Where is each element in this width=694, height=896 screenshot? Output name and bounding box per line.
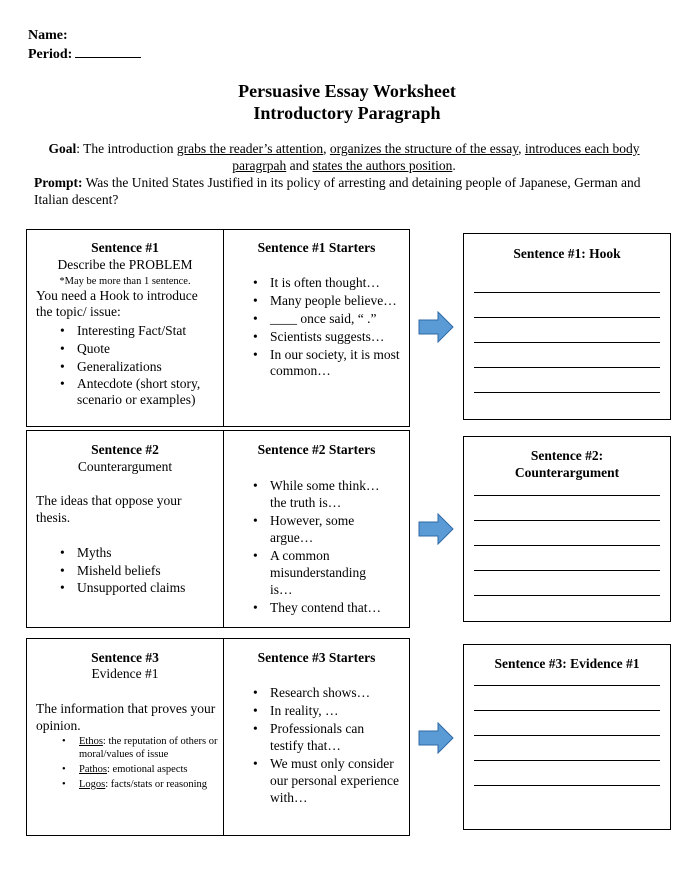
period-label: Period: [28, 47, 73, 62]
goal-part: : The introduction [76, 141, 177, 156]
list-item: • A common misunderstanding is… [250, 547, 390, 598]
sentence-1-description [27, 230, 224, 426]
list-item: • In reality, … [250, 702, 400, 719]
answer-line[interactable] [474, 760, 660, 761]
name-label: Name: [28, 28, 68, 43]
answer-line[interactable] [474, 292, 660, 293]
list-item [59, 763, 219, 776]
goal-part: , [518, 141, 525, 156]
period-field[interactable] [28, 45, 141, 63]
ethos-text: : the reputation of others or moral/values of issue [79, 736, 218, 760]
answer-line[interactable] [474, 545, 660, 546]
goal-text [34, 140, 654, 174]
sentence-3-starters-title: Sentence #3 Starters [257, 650, 376, 665]
sentence-1-starters-title: Sentence #1 Starters [257, 240, 376, 255]
list-item: • Quote [57, 340, 219, 358]
list-item: • Antecdote (short story, scenario or examples) [57, 376, 219, 408]
list-item: • Scientists suggests… [250, 329, 400, 345]
arrow-right-icon [418, 311, 454, 343]
answer-line[interactable] [474, 317, 660, 318]
sentence-3-starters [224, 639, 409, 835]
page-subtitle: Introductory Paragraph [253, 103, 441, 123]
goal-underlined: organizes the structure of the essay [329, 141, 519, 156]
sentence-2-bullets [57, 544, 219, 597]
answer-line[interactable] [474, 595, 660, 596]
sentence-2-box [26, 430, 410, 628]
ethos-label: Ethos [79, 736, 103, 747]
sentence-3-subtitle: Evidence #1 [91, 666, 159, 681]
list-item: • While some think… the truth is… [250, 477, 390, 511]
goal-label: Goal [48, 141, 77, 156]
list-item: • Many people believe… [250, 293, 400, 309]
sentence-1-starters [224, 230, 409, 426]
sentence-3-description [27, 639, 224, 835]
goal-part: . [452, 158, 456, 173]
sentence-2-title: Sentence #2 [91, 442, 159, 457]
goal-part: and [286, 158, 313, 173]
sentence-2-starters-title: Sentence #2 Starters [257, 442, 376, 457]
sentence-1-box [26, 229, 410, 427]
sentence-1-note: *May be more than 1 sentence. [59, 276, 191, 287]
sentence-2-starters [224, 431, 409, 627]
sentence-2-answer-box [463, 436, 671, 622]
sentence-3-answer-box [463, 644, 671, 830]
list-item: • ____ once said, “ .” [250, 311, 400, 327]
pathos-label: Pathos [79, 764, 108, 775]
arrow-right-icon [418, 722, 454, 754]
list-item: • Generalizations [57, 358, 219, 376]
prompt-text [34, 174, 654, 208]
list-item: • Interesting Fact/Stat [57, 322, 219, 340]
goal-part: , [323, 141, 330, 156]
pathos-text: : emotional aspects [107, 764, 188, 775]
page-title: Persuasive Essay Worksheet [238, 81, 456, 101]
sentence-1-bullets [57, 322, 219, 408]
answer-line[interactable] [474, 710, 660, 711]
sentence-3-answer-title: Sentence #3: Evidence #1 [494, 656, 640, 671]
answer-line[interactable] [474, 342, 660, 343]
sentence-2-description [27, 431, 224, 627]
list-item: • We must only consider our personal experience with… [250, 755, 400, 806]
answer-line[interactable] [474, 367, 660, 368]
logos-text: : facts/stats or reasoning [105, 779, 208, 790]
answer-line[interactable] [474, 520, 660, 521]
sentence-2-subtitle: Counterargument [77, 459, 173, 474]
sentence-3-starters-list [250, 684, 400, 806]
list-item: • It is often thought… [250, 275, 400, 291]
sentence-2-starters-list [250, 477, 390, 616]
goal-underlined: introduces each body paragrpah [232, 141, 640, 173]
sentence-1-text: You need a Hook to introduce the topic/ issue: [36, 288, 198, 319]
list-item: • In our society, it is most common… [250, 347, 400, 379]
sentence-3-title: Sentence #3 [91, 650, 159, 665]
sentence-3-bullets [59, 735, 219, 791]
list-item: • Myths [57, 544, 219, 562]
list-item: • They contend that… [250, 599, 390, 616]
goal-underlined: grabs the reader’s attention [176, 141, 324, 156]
sentence-2-answer-title: Sentence #2: Counterargument [514, 448, 620, 480]
answer-line[interactable] [474, 570, 660, 571]
list-item: • Unsupported claims [57, 579, 219, 597]
sentence-1-subtitle: Describe the PROBLEM [57, 257, 193, 272]
list-item: • However, some argue… [250, 512, 390, 546]
answer-line[interactable] [474, 685, 660, 686]
sentence-3-text: The information that proves your opinion. [36, 701, 216, 733]
sentence-1-starters-list [250, 275, 400, 379]
sentence-1-title: Sentence #1 [91, 240, 159, 255]
prompt-question: Was the United States Justified in its policy of arresting and detaining people of Japanese, German and Italian descent? [34, 175, 641, 207]
sentence-1-answer-title: Sentence #1: Hook [513, 246, 621, 261]
list-item: • Research shows… [250, 684, 400, 701]
list-item: • Misheld beliefs [57, 562, 219, 580]
goal-underlined: states the authors position [312, 158, 453, 173]
sentence-3-box [26, 638, 410, 836]
answer-line[interactable] [474, 735, 660, 736]
list-item: • Professionals can testify that… [250, 720, 400, 754]
list-item [59, 778, 219, 791]
period-blank[interactable] [75, 45, 141, 58]
answer-line[interactable] [474, 495, 660, 496]
sentence-1-answer-box [463, 233, 671, 420]
arrow-right-icon [418, 513, 454, 545]
list-item [59, 735, 219, 761]
logos-label: Logos [79, 779, 106, 790]
answer-line[interactable] [474, 785, 660, 786]
prompt-label: Prompt: [34, 175, 83, 190]
sentence-2-text: The ideas that oppose your thesis. [36, 493, 182, 525]
answer-line[interactable] [474, 392, 660, 393]
